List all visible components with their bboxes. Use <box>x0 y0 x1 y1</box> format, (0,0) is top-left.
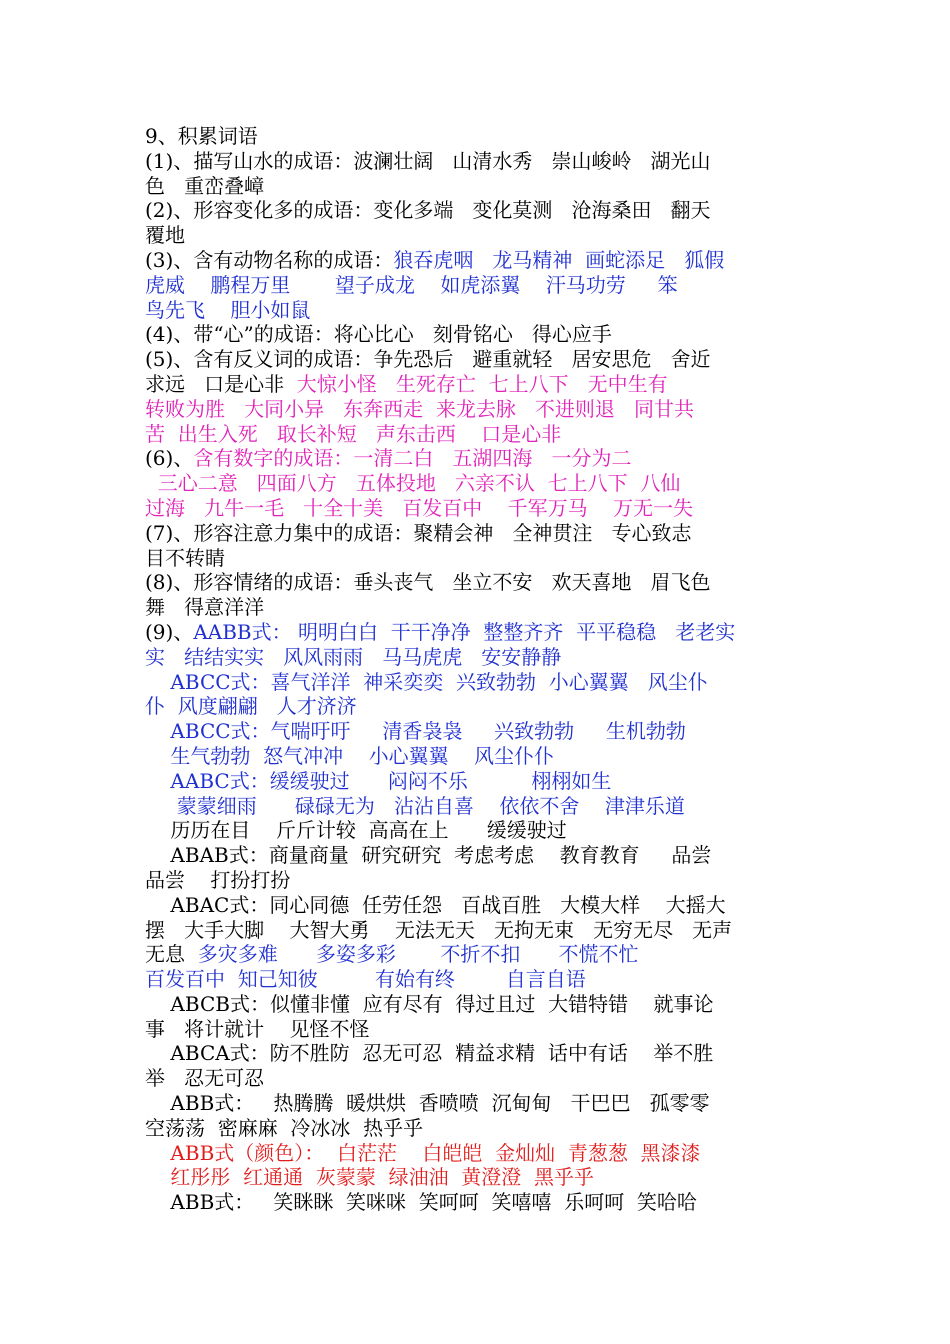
text-line <box>145 198 813 223</box>
text-line <box>145 298 813 323</box>
text-segment: 转败为胜 大同小异 东奔西走 来龙去脉 不进则退 同甘共 <box>145 396 695 421</box>
text-line <box>145 446 813 471</box>
text-segment: 品尝 打扮打扮 <box>145 867 291 892</box>
text-line <box>145 397 813 422</box>
text-line <box>145 1116 813 1141</box>
text-line <box>145 273 813 298</box>
text-segment: 事 将计就计 见怪不怪 <box>145 1016 370 1041</box>
text-line <box>145 670 813 695</box>
text-segment: 含有数字的成语：一清二白 五湖四海 一分为二 <box>193 446 632 471</box>
text-segment: (1)、描写山水的成语：波澜壮阔 山清水秀 崇山峻岭 湖光山 <box>145 148 711 173</box>
text-segment: 鸟先飞 胆小如鼠 <box>145 297 311 322</box>
text-line <box>145 645 813 670</box>
text-line <box>145 967 813 992</box>
text-segment: 举 忍无可忍 <box>145 1066 265 1091</box>
text-segment: 9、积累词语 <box>145 124 258 148</box>
text-segment: 苦 出生入死 取长补短 声东击西 口是心非 <box>145 421 562 446</box>
text-line <box>145 496 813 521</box>
text-segment: ABCA式：防不胜防 忍无可忍 精益求精 话中有话 举不胜 <box>145 1041 714 1066</box>
text-segment: 仆 风度翩翩 人才济济 <box>145 694 357 719</box>
text-line <box>145 1190 813 1215</box>
text-line <box>145 918 813 943</box>
text-line <box>145 818 813 843</box>
text-line <box>145 223 813 248</box>
text-line <box>145 595 813 620</box>
text-line <box>145 719 813 744</box>
text-line <box>145 471 813 496</box>
text-segment: 虎威 鹏程万里 望子成龙 如虎添翼 汗马功劳 笨 <box>145 272 678 297</box>
text-segment: 摆 大手大脚 大智大勇 无法无天 无拘无束 无穷无尽 无声 <box>145 917 733 942</box>
text-line <box>145 942 813 967</box>
text-segment: 多灾多难 多姿多彩 不折不扣 不慌不忙 <box>197 942 639 967</box>
text-line <box>145 149 813 174</box>
text-line <box>145 1141 813 1166</box>
text-segment: 实 结结实实 风风雨雨 马马虎虎 安安静静 <box>145 644 562 669</box>
text-segment: AABC式：缓缓驶过 闷闷不乐 栩栩如生 <box>145 768 612 793</box>
text-segment: (2)、形容变化多的成语：变化多端 变化莫测 沧海桑田 翻天 <box>145 198 711 223</box>
text-line <box>145 521 813 546</box>
text-segment: 历历在目 斤斤计较 高高在上 缓缓驶过 <box>145 818 567 843</box>
text-line <box>145 570 813 595</box>
text-segment: ABAB式：商量商量 研究研究 考虑考虑 教育教育 品尝 <box>145 843 712 868</box>
text-segment: (9)、 <box>145 619 194 644</box>
text-segment: 百发百中 知己知彼 有始有终 自言自语 <box>145 967 586 992</box>
text-segment: 蒙蒙细雨 碌碌无为 沾沾自喜 依依不舍 津津乐道 <box>145 793 685 818</box>
text-line <box>145 744 813 769</box>
text-segment: 覆地 <box>145 223 185 248</box>
text-line <box>145 546 813 571</box>
text-segment: 大惊小怪 生死存亡 七上八下 无中生有 <box>296 371 668 396</box>
text-line <box>145 868 813 893</box>
text-segment: 舞 得意洋洋 <box>145 595 265 620</box>
text-line <box>145 620 813 645</box>
text-segment: ABCB式：似懂非懂 应有尽有 得过且过 大错特错 就事论 <box>145 991 714 1016</box>
text-segment: 色 重峦叠嶂 <box>145 173 265 198</box>
text-segment: 空荡荡 密麻麻 冷冰冰 热乎乎 <box>145 1115 424 1140</box>
text-segment: (8)、形容情绪的成语：垂头丧气 坐立不安 欢天喜地 眉飞色 <box>145 570 711 595</box>
text-segment: 求远 口是心非 <box>145 371 297 396</box>
text-segment: (4)、带“心”的成语：将心比心 刻骨铭心 得心应手 <box>145 322 612 347</box>
text-line <box>145 174 813 199</box>
text-line <box>145 1041 813 1066</box>
text-segment: AABB式： 明明白白 干干净净 整整齐齐 平平稳稳 老老实 <box>193 619 736 644</box>
text-line <box>145 1066 813 1091</box>
text-segment: ABB式（颜色）： 白茫茫 白皑皑 金灿灿 青葱葱 黑漆漆 <box>145 1140 701 1165</box>
text-segment: (7)、形容注意力集中的成语：聚精会神 全神贯注 专心致志 <box>145 520 692 545</box>
text-line <box>145 843 813 868</box>
text-line <box>145 347 813 372</box>
text-segment: ABB式： 笑眯眯 笑咪咪 笑呵呵 笑嘻嘻 乐呵呵 笑哈哈 <box>145 1190 697 1215</box>
text-line <box>145 248 813 273</box>
text-line <box>145 794 813 819</box>
text-segment: ABAC式：同心同德 任劳任怨 百战百胜 大模大样 大摇大 <box>145 892 726 917</box>
text-segment: (6)、 <box>145 446 194 471</box>
text-line <box>145 694 813 719</box>
text-segment: 红彤彤 红通通 灰蒙蒙 绿油油 黄澄澄 黑乎乎 <box>145 1165 595 1190</box>
text-line <box>145 893 813 918</box>
text-segment: 生气勃勃 怒气冲冲 小心翼翼 风尘仆仆 <box>145 743 555 768</box>
text-segment: ABCC式：气喘吁吁 清香袅袅 兴致勃勃 生机勃勃 <box>145 719 686 744</box>
text-segment: 三心二意 四面八方 五体投地 六亲不认 七上八下 八仙 <box>145 471 681 496</box>
text-line <box>145 422 813 447</box>
text-segment: 目不转睛 <box>145 545 225 570</box>
text-line <box>145 769 813 794</box>
text-line <box>145 992 813 1017</box>
text-segment: 过海 九牛一毛 十全十美 百发百中 千军万马 万无一失 <box>145 495 694 520</box>
vocabulary-document <box>145 124 813 1215</box>
text-segment: (3)、含有动物名称的成语： <box>145 247 394 272</box>
text-segment: 狼吞虎咽 龙马精神 画蛇添足 狐假 <box>393 247 725 272</box>
text-line <box>145 1165 813 1190</box>
text-line <box>145 322 813 347</box>
text-segment: (5)、含有反义词的成语：争先恐后 避重就轻 居安思危 舍近 <box>145 347 711 372</box>
text-segment: ABB式： 热腾腾 暖烘烘 香喷喷 沉甸甸 干巴巴 孤零零 <box>145 1091 710 1116</box>
text-line <box>145 1091 813 1116</box>
text-segment: 无息 <box>145 942 198 967</box>
text-line <box>145 124 813 149</box>
text-line <box>145 372 813 397</box>
text-line <box>145 1017 813 1042</box>
text-segment: ABCC式：喜气洋洋 神采奕奕 兴致勃勃 小心翼翼 风尘仆 <box>145 669 708 694</box>
